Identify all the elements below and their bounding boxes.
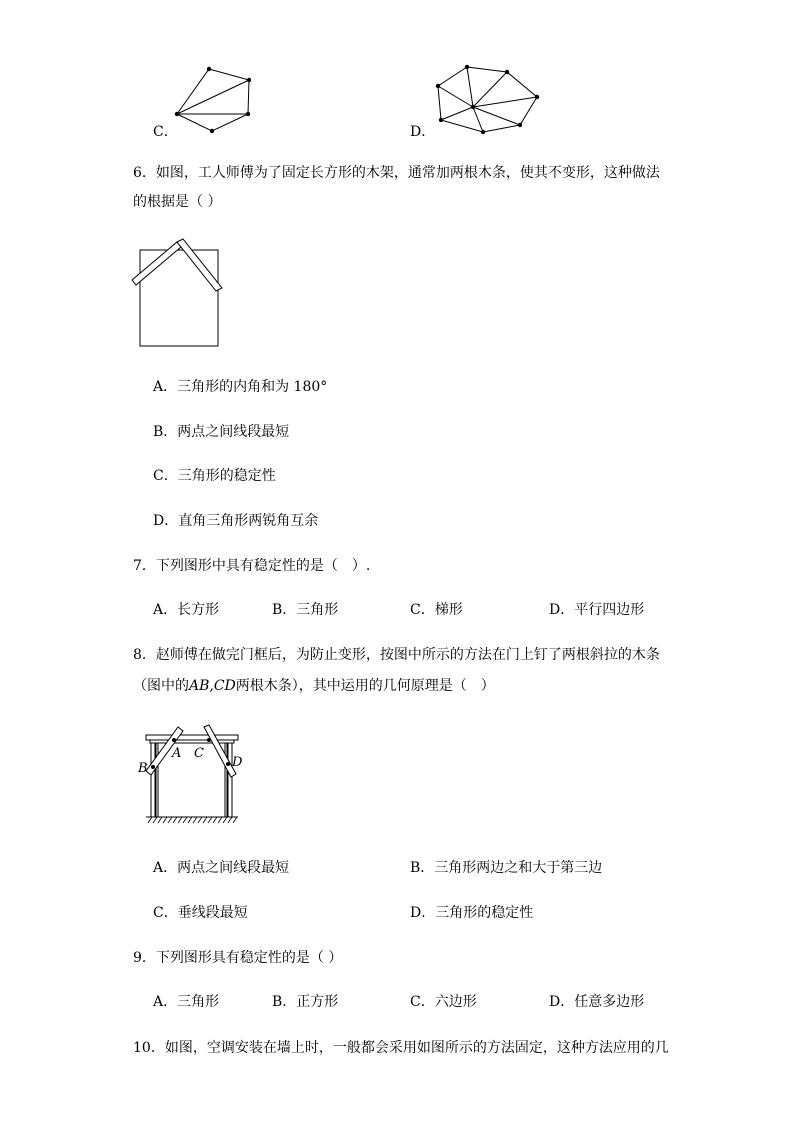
q8-door-frame-figure: [136, 724, 246, 828]
figure-c-label: C．: [153, 124, 178, 140]
q7-option-d[interactable]: D．平行四边形: [549, 602, 645, 618]
q8-text-line2-post: 两根木条），其中运用的几何原理是（ ）: [235, 678, 495, 694]
q6-wooden-frame-figure: [128, 236, 228, 350]
q8-option-d[interactable]: D．三角形的稳定性: [410, 905, 534, 921]
figure-d-polygon: [430, 60, 545, 138]
q7-text: 7．下列图形中具有稳定性的是（ ）.: [133, 558, 371, 574]
q8-figure-label-b: B: [138, 761, 148, 776]
q7-option-b[interactable]: B．三角形: [272, 602, 339, 618]
q8-text-line1: 8．赵师傅在做完门框后，为防止变形，按图中所示的方法在门上钉了两根斜拉的木条: [133, 647, 660, 663]
q7-option-c[interactable]: C．梯形: [410, 602, 463, 618]
q6-text-line2: 的根据是（ ）: [133, 194, 222, 210]
q9-option-d[interactable]: D．任意多边形: [549, 994, 645, 1010]
q8-option-b[interactable]: B．三角形两边之和大于第三边: [410, 860, 603, 876]
figure-c-polygon: [170, 62, 260, 140]
q10-text: 10．如图，空调安装在墙上时，一般都会采用如图所示的方法固定，这种方法应用的几: [133, 1040, 669, 1056]
q8-text-line2-pre: （图中的: [133, 678, 189, 694]
q9-option-c[interactable]: C．六边形: [410, 994, 477, 1010]
q8-text-line2: [133, 677, 495, 695]
q8-option-c[interactable]: C．垂线段最短: [153, 905, 248, 921]
q6-option-a[interactable]: A．三角形的内角和为 180°: [153, 379, 328, 395]
q8-figure-label-a: A: [172, 746, 182, 761]
figure-d-label: D．: [410, 124, 436, 140]
q6-text-line1: 6．如图，工人师傅为了固定长方形的木架，通常加两根木条，使其不变形，这种做法: [133, 165, 660, 181]
q9-option-b[interactable]: B．正方形: [272, 994, 339, 1010]
q7-option-a[interactable]: A．长方形: [153, 602, 220, 618]
q8-figure-label-d: D: [232, 755, 243, 770]
q6-option-d[interactable]: D．直角三角形两锐角互余: [153, 513, 319, 529]
q8-text-line2-math: AB,CD: [189, 678, 236, 694]
q9-option-a[interactable]: A．三角形: [153, 994, 220, 1010]
q9-text: 9．下列图形具有稳定性的是（ ）: [133, 950, 343, 966]
q6-option-b[interactable]: B．两点之间线段最短: [153, 424, 290, 440]
q6-option-c[interactable]: C．三角形的稳定性: [153, 468, 276, 484]
q8-option-a[interactable]: A．两点之间线段最短: [153, 860, 290, 876]
q8-figure-label-c: C: [194, 746, 204, 761]
